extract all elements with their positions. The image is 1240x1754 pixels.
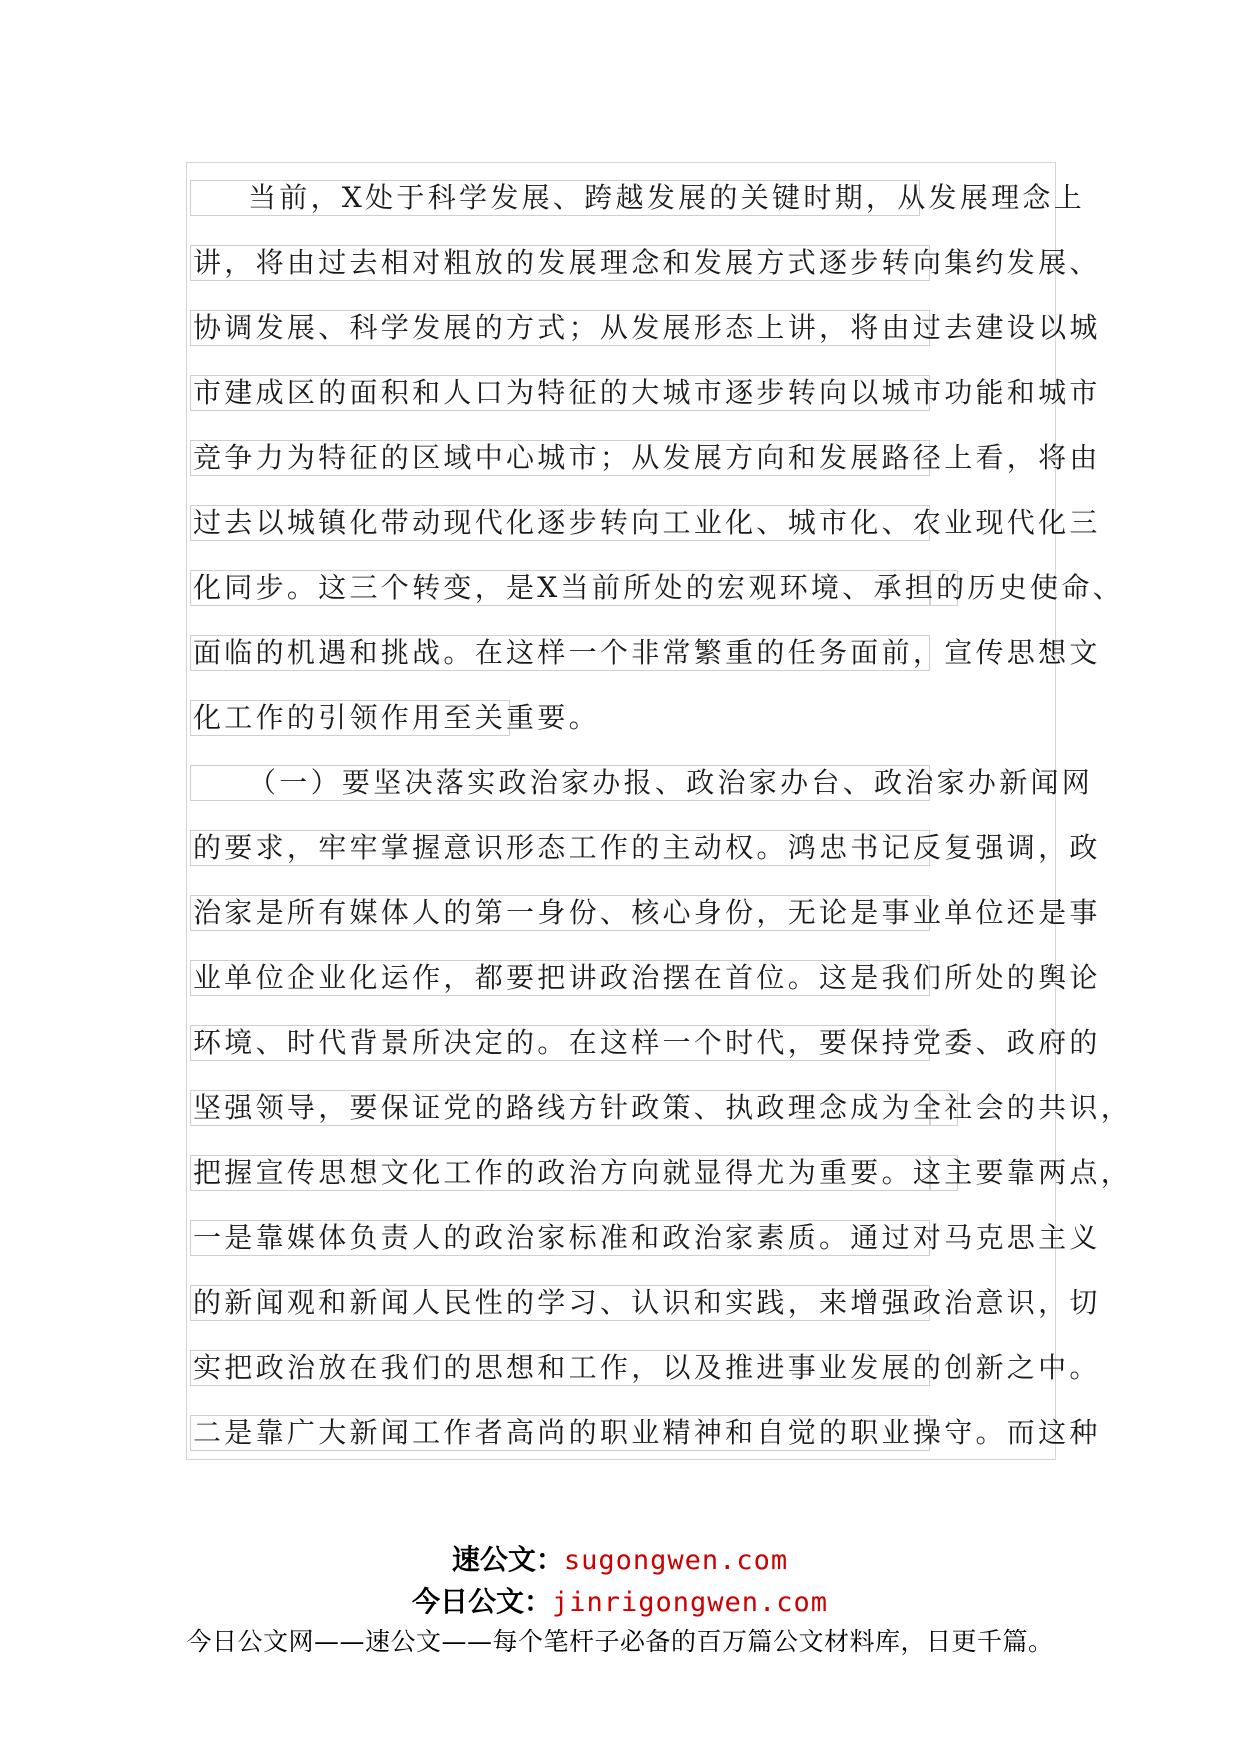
- line-text: 协调发展、科学发展的方式；从发展形态上讲，将由过去建设以城: [193, 311, 1101, 344]
- line-text: 二是靠广大新闻工作者高尚的职业精神和自觉的职业操守。而这种: [193, 1416, 1101, 1449]
- text-line: [190, 1090, 1133, 1155]
- line-text: 化工作的引领作用至关重要。: [193, 701, 600, 734]
- text-line: [190, 310, 1101, 375]
- line-text: 业单位企业化运作，都要把讲政治摆在首位。这是我们所处的舆论: [193, 961, 1101, 994]
- text-line: [190, 1285, 1101, 1350]
- text-line: [190, 180, 1086, 245]
- text-line: [190, 830, 1101, 895]
- line-text: （一）要坚决落实政治家办报、政治家办台、政治家办新闻网: [248, 766, 1094, 799]
- text-line: [190, 765, 1094, 830]
- text-line: [190, 700, 1070, 765]
- text-line: [190, 440, 1101, 505]
- footer-sugongwen: [0, 1538, 1240, 1578]
- line-text: 坚强领导，要保证党的路线方针政策、执政理念成为全社会的共识，: [193, 1091, 1133, 1124]
- footer-link-jinrigongwen[interactable]: jinrigongwen.com: [551, 1587, 829, 1618]
- footer-label-jinrigongwen: 今日公文：: [411, 1585, 552, 1618]
- line-text: 讲，将由过去相对粗放的发展理念和发展方式逐步转向集约发展、: [193, 246, 1101, 279]
- line-text: 竞争力为特征的区域中心城市；从发展方向和发展路径上看，将由: [193, 441, 1101, 474]
- line-text: 治家是所有媒体人的第一身份、核心身份，无论是事业单位还是事: [193, 896, 1101, 929]
- line-text: 一是靠媒体负责人的政治家标准和政治家素质。通过对马克思主义: [193, 1221, 1101, 1254]
- text-line: [190, 1220, 1101, 1285]
- line-text: 的新闻观和新闻人民性的学习、认识和实践，来增强政治意识，切: [193, 1286, 1101, 1319]
- line-text: 环境、时代背景所决定的。在这样一个时代，要保持党委、政府的: [193, 1026, 1101, 1059]
- footer-slogan-text: 今日公文网——速公文——每个笔杆子必备的百万篇公文材料库，日更千篇。: [186, 1627, 1054, 1656]
- line-text: 化同步。这三个转变，是X当前所处的宏观环境、承担的历史使命、: [193, 571, 1124, 604]
- line-text: 面临的机遇和挑战。在这样一个非常繁重的任务面前，宣传思想文: [193, 636, 1101, 669]
- footer-link-sugongwen[interactable]: sugongwen.com: [563, 1545, 789, 1576]
- text-line: [190, 505, 1101, 570]
- text-line: [190, 1350, 1101, 1415]
- line-text: 市建成区的面积和人口为特征的大城市逐步转向以城市功能和城市: [193, 376, 1101, 409]
- document-body: [190, 180, 1133, 1480]
- text-line: [190, 1155, 1133, 1220]
- text-line: [190, 570, 1124, 635]
- line-text: 把握宣传思想文化工作的政治方向就显得尤为重要。这主要靠两点，: [193, 1156, 1133, 1189]
- line-text: 实把政治放在我们的思想和工作，以及推进事业发展的创新之中。: [193, 1351, 1101, 1384]
- footer-slogan: [0, 1622, 1240, 1658]
- text-line: [190, 1415, 1101, 1480]
- text-line: [190, 895, 1101, 960]
- line-text: 当前，X处于科学发展、跨越发展的关键时期，从发展理念上: [248, 181, 1086, 214]
- text-line: [190, 960, 1101, 1025]
- line-text: 的要求，牢牢掌握意识形态工作的主动权。鸿忠书记反复强调，政: [193, 831, 1101, 864]
- line-text: 过去以城镇化带动现代化逐步转向工业化、城市化、农业现代化三: [193, 506, 1101, 539]
- footer-jinrigongwen: [0, 1580, 1240, 1620]
- text-line: [190, 375, 1101, 440]
- text-line: [190, 245, 1101, 310]
- footer-label-sugongwen: 速公文：: [451, 1543, 564, 1576]
- text-line: [190, 635, 1101, 700]
- text-line: [190, 1025, 1101, 1090]
